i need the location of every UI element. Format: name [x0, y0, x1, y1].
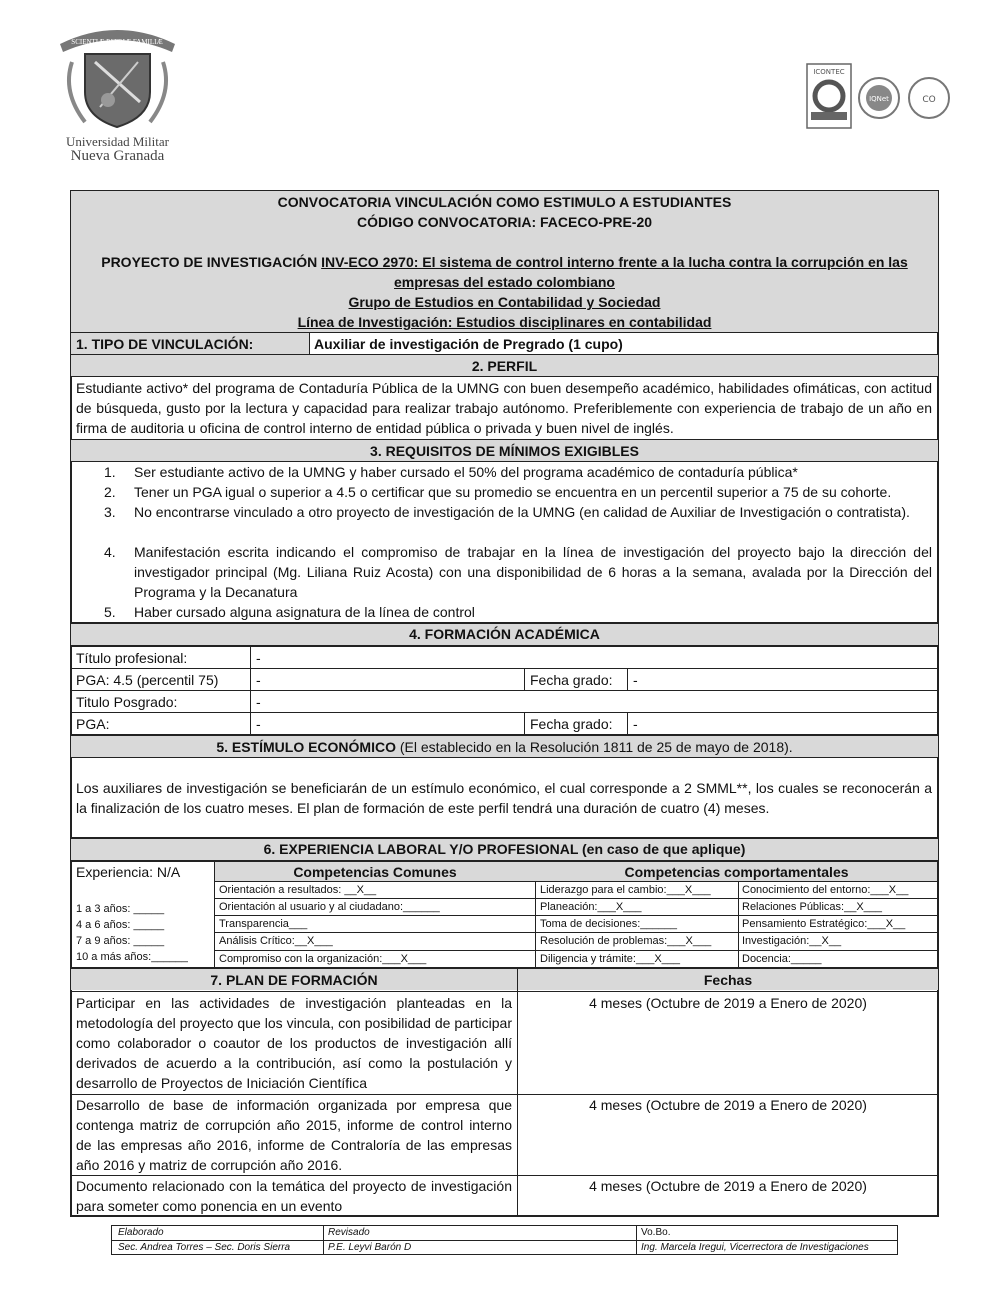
pga-value: -: [256, 672, 261, 688]
revisado-label: Revisado: [328, 1227, 370, 1238]
titulo-value: -: [256, 650, 261, 666]
competencia-comportamental: Investigación:__X__: [742, 935, 842, 947]
university-name-line1: Universidad Militar: [66, 134, 169, 149]
vobo-label: Vo.Bo.: [641, 1227, 671, 1238]
estimulo-heading-rest: (El establecido en la Resolución 1811 de 25 de mayo de 2018).: [396, 739, 793, 755]
estimulo-text: Los auxiliares de investigación se beneficiarán de un estímulo económico, el cual corresponde a 2 SMML**, los cuales se reconocerán a la finalización de los cuatro meses. El plan de formación de este perfil tendrá una duración de cuatro (4) meses.: [76, 780, 932, 816]
experiencia-label: Experiencia: N/A: [76, 864, 181, 880]
pga2-value: -: [256, 716, 261, 732]
competencia-comun: Análisis Crítico:__X___: [219, 935, 333, 947]
elaborado-label: Elaborado: [118, 1227, 164, 1238]
requisitos-heading: 3. REQUISITOS DE MÍNIMOS EXIGIBLES: [370, 443, 639, 459]
plan-heading: 7. PLAN DE FORMACIÓN: [210, 972, 378, 988]
exp-range-10: 10 a más años:______: [76, 951, 188, 963]
fecha-grado2-value: -: [633, 716, 638, 732]
fecha-grado-value: -: [633, 672, 638, 688]
fecha-grado-label: Fecha grado:: [530, 672, 613, 688]
revisado-by: P.E. Leyvi Barón D: [328, 1242, 412, 1253]
iqnet-label: IQNet: [869, 95, 889, 103]
research-line: Línea de Investigación: Estudios disciplinares en contabilidad: [297, 314, 712, 330]
list-item: Tener un PGA igual o superior a 4.5 o certificar que su promedio se encuentra en un percentil superior a 75 de su cohorte.: [134, 484, 892, 500]
research-group: Grupo de Estudios en Contabilidad y Sociedad: [348, 294, 661, 310]
competencias-comportamentales-heading: Competencias comportamentales: [624, 864, 849, 880]
project-title-b: empresas del estado colombiano: [394, 274, 615, 290]
competencia-comportamental: Planeación:___X___: [540, 901, 642, 913]
perfil-heading: 2. PERFIL: [471, 358, 538, 374]
competencias-comunes-heading: Competencias Comunes: [293, 864, 457, 880]
competencia-comportamental: Diligencia y trámite:___X___: [540, 953, 681, 965]
shield-emblem-icon: [50, 22, 185, 132]
logo-motto: SCIENTIÆ PATRIÆ FAMILIÆ: [71, 38, 163, 46]
competencia-comportamental: Relaciones Públicas:__X___: [742, 901, 883, 913]
tipo-vinculacion-label: 1. TIPO DE VINCULACIÓN:: [76, 336, 254, 352]
fecha-grado2-label: Fecha grado:: [530, 716, 613, 732]
competencia-comportamental: Pensamiento Estratégico:___X__: [742, 918, 906, 930]
estimulo-heading-bold: 5. ESTÍMULO ECONÓMICO: [216, 739, 396, 755]
pga-label: PGA: 4.5 (percentil 75): [76, 672, 219, 688]
plan-row-text: Documento relacionado con la temática del proyecto de investigación para someter como ponencia en un evento: [76, 1178, 512, 1214]
posgrado-label: Titulo Posgrado:: [76, 694, 178, 710]
competencia-comun: Orientación al usuario y al ciudadano:______: [219, 901, 440, 913]
university-name-line2: Nueva Granada: [70, 148, 165, 164]
icontec-label: ICONTEC: [813, 68, 845, 76]
tipo-vinculacion-value: Auxiliar de investigación de Pregrado (1 cupo): [314, 336, 623, 352]
plan-row-fecha: 4 meses (Octubre de 2019 a Enero de 2020): [589, 1178, 867, 1194]
co-label: CO: [922, 95, 936, 105]
list-item: Ser estudiante activo de la UMNG y haber cursado el 50% del programa académico de contaduría pública*: [134, 464, 798, 480]
pga2-label: PGA:: [76, 716, 110, 732]
exp-range-4-6: 4 a 6 años: _____: [76, 919, 165, 931]
list-item: Haber cursado alguna asignatura de la línea de control: [134, 604, 475, 620]
title-line2: CÓDIGO CONVOCATORIA: FACECO-PRE-20: [356, 214, 653, 230]
list-item: Manifestación escrita indicando el compromiso de trabajar en la línea de investigación del proyecto bajo la dirección del investigador principal (Mg. Liliana Ruiz Acosta) con una disponibilidad de 6 horas a la semana, avalada por la Dirección del Programa y la Decanatura: [134, 544, 932, 600]
competencia-comportamental: Toma de decisiones:______: [540, 918, 677, 930]
posgrado-value: -: [256, 694, 261, 710]
formacion-heading: 4. FORMACIÓN ACADÉMICA: [409, 626, 600, 642]
certification-logos: [805, 62, 955, 132]
fechas-heading: Fechas: [703, 972, 753, 988]
vobo-by: Ing. Marcela Iregui, Vicerrectora de Investigaciones: [641, 1242, 869, 1253]
elaborado-by: Sec. Andrea Torres – Sec. Doris Sierra: [118, 1242, 291, 1253]
competencia-comun: Orientación a resultados: __X__: [219, 884, 377, 896]
plan-row-fecha: 4 meses (Octubre de 2019 a Enero de 2020): [589, 995, 867, 1011]
competencia-comportamental: Docencia:_____: [742, 953, 822, 965]
exp-range-1-3: 1 a 3 años: _____: [76, 903, 165, 915]
competencia-comun: Transparencia___: [219, 918, 308, 930]
list-item: No encontrarse vinculado a otro proyecto de investigación de la UMNG (en calidad de Auxiliar de Investigación o contratista).: [134, 504, 910, 520]
competencia-comportamental: Resolución de problemas:___X___: [540, 935, 712, 947]
competencia-comun: Compromiso con la organización:___X___: [219, 953, 427, 965]
titulo-label: Título profesional:: [76, 650, 188, 666]
plan-row-text: Desarrollo de base de información organizada por empresa que contenga matriz de corrupción año 2015, informe de control interno de las empresas año 2016, informe de Contraloría de las empresas año 2016 y matriz de corrupción año 2016.: [76, 1097, 512, 1173]
project-prefix: PROYECTO DE INVESTIGACIÓN: [101, 254, 322, 270]
title-line1: CONVOCATORIA VINCULACIÓN COMO ESTIMULO A ESTUDIANTES: [277, 194, 732, 210]
plan-row-fecha: 4 meses (Octubre de 2019 a Enero de 2020): [589, 1097, 867, 1113]
project-title-line: [71, 252, 938, 272]
competencia-comportamental: Liderazgo para el cambio:___X___: [540, 884, 711, 896]
experiencia-heading: 6. EXPERIENCIA LABORAL Y/O PROFESIONAL (en caso de que aplique): [263, 841, 746, 857]
perfil-text: Estudiante activo* del programa de Contaduría Pública de la UMNG con buen desempeño académico, habilidades ofimáticas, con actitud de búsqueda, gusto por la lectura y capacidad para realizar trabajo autónomo. Preferiblemente con experiencia de trabajo de un año en firma de auditoria u oficina de control interno de entidad pública o privada y buen nivel de inglés.: [76, 380, 932, 436]
plan-row-text: Participar en las actividades de investigación planteadas en la metodología del proyecto que los vincula, con posibilidad de participar como colaborador o coautor de los productos de investigación allí derivados de acuerdo a la contribución, así como la postulación y desarrollo de Proyectos de Iniciación Científica: [76, 995, 512, 1091]
exp-range-7-9: 7 a 9 años: _____: [76, 935, 165, 947]
competencia-comportamental: Conocimiento del entorno:___X__: [742, 884, 909, 896]
university-logo: [50, 22, 185, 167]
estimulo-heading: [71, 737, 938, 757]
project-title-a: INV-ECO 2970: El sistema de control interno frente a la lucha contra la corrupción en las: [321, 254, 908, 270]
